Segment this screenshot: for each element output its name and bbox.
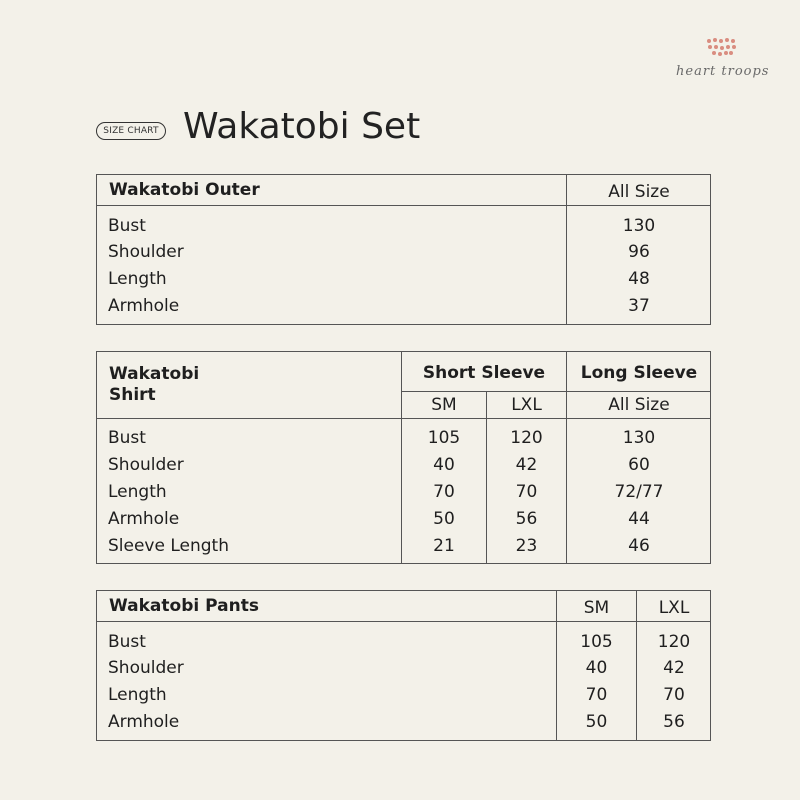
shirt-row-all: 46 (628, 536, 650, 556)
shirt-row-label: Bust (108, 428, 146, 448)
shirt-row-sm: 70 (433, 482, 455, 502)
outer-row-value: 37 (628, 296, 650, 316)
brand-logo (672, 38, 772, 86)
pants-table (96, 590, 711, 741)
pants-sm-header: SM (583, 598, 610, 618)
heart-dots-icon (706, 38, 740, 60)
shirt-row-sm: 105 (427, 428, 461, 448)
pants-row-lxl: 70 (663, 685, 685, 705)
outer-row-value: 96 (628, 242, 650, 262)
pants-row-sm: 50 (585, 712, 608, 732)
shirt-row-sm: 21 (433, 536, 455, 556)
outer-row-label: Length (108, 269, 167, 289)
shirt-row-sm: 40 (433, 455, 455, 475)
pants-row-label: Length (108, 685, 167, 705)
page-title: Wakatobi Set (183, 106, 421, 147)
pants-lxl-header: LXL (658, 598, 690, 618)
shirt-row-lxl: 120 (510, 428, 543, 448)
shirt-row-label: Length (108, 482, 167, 502)
shirt-row-all: 130 (622, 428, 656, 448)
pants-row-label: Bust (108, 632, 146, 652)
shirt-row-all: 44 (628, 509, 650, 529)
pants-row-lxl: 120 (657, 632, 691, 652)
outer-row-value: 48 (628, 269, 650, 289)
pants-row-label: Shoulder (108, 658, 184, 678)
shirt-table (96, 351, 711, 564)
shirt-row-lxl: 23 (515, 536, 538, 556)
shirt-row-all: 72/77 (614, 482, 664, 502)
size-chart-badge: SIZE CHART (96, 122, 166, 140)
shirt-row-all: 60 (628, 455, 650, 475)
shirt-row-lxl: 56 (515, 509, 538, 529)
shirt-row-label: Sleeve Length (108, 536, 229, 556)
outer-row-value: 130 (622, 216, 656, 236)
brand-name: heart troops (676, 64, 770, 79)
shirt-title-line2: Shirt (109, 385, 156, 405)
outer-title: Wakatobi Outer (109, 180, 260, 200)
short-sleeve-header: Short Sleeve (422, 363, 546, 383)
long-sleeve-header: Long Sleeve (580, 363, 698, 383)
shirt-row-label: Armhole (108, 509, 180, 529)
pants-row-lxl: 56 (663, 712, 685, 732)
shirt-row-sm: 50 (433, 509, 455, 529)
outer-row-label: Bust (108, 216, 146, 236)
pants-row-lxl: 42 (663, 658, 685, 678)
outer-row-label: Armhole (108, 296, 180, 316)
shirt-allsize-header: All Size (608, 395, 670, 415)
outer-row-label: Shoulder (108, 242, 184, 262)
shirt-row-label: Shoulder (108, 455, 184, 475)
shirt-title-line1: Wakatobi (109, 364, 200, 384)
shirt-lxl-header: LXL (511, 395, 542, 415)
pants-row-label: Armhole (108, 712, 180, 732)
shirt-sm-header: SM (431, 395, 457, 415)
pants-row-sm: 40 (585, 658, 608, 678)
pants-row-sm: 105 (580, 632, 613, 652)
shirt-row-lxl: 70 (515, 482, 538, 502)
pants-row-sm: 70 (585, 685, 608, 705)
pants-title: Wakatobi Pants (109, 596, 259, 616)
outer-table (96, 174, 711, 325)
shirt-row-lxl: 42 (515, 455, 538, 475)
outer-col-header: All Size (608, 182, 670, 202)
